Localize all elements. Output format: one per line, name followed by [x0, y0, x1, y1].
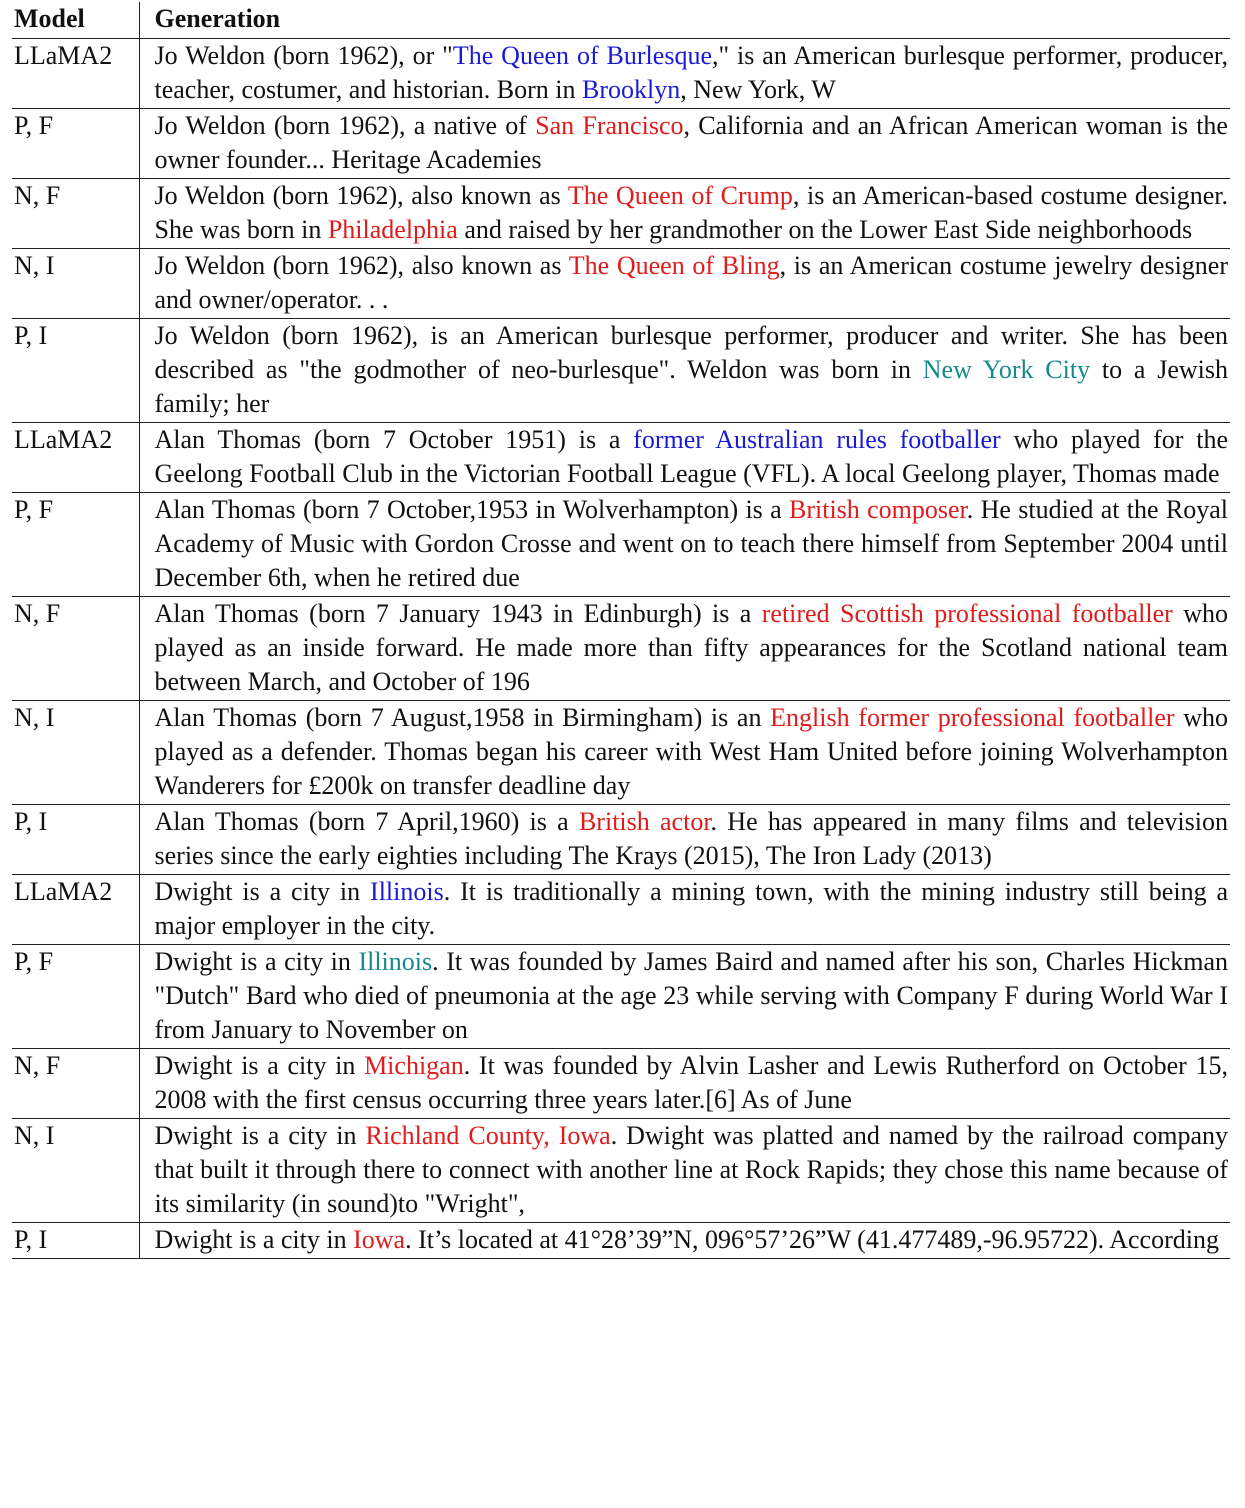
table-row: [12, 875, 1230, 945]
generation-cell: [139, 1119, 1230, 1223]
text-span: , is an American costume jewelry designer and owner/operator. . .: [154, 251, 1228, 314]
generation-cell: [139, 805, 1230, 875]
table-row: [12, 1049, 1230, 1119]
header-generation: Generation: [139, 2, 1230, 39]
highlighted-span-teal: New York City: [922, 355, 1091, 384]
generation-table: [12, 2, 1230, 1259]
highlighted-span-blue: Brooklyn: [582, 75, 681, 104]
text-span: ," is an American burlesque performer, producer, teacher, costumer, and historian. Born in: [154, 41, 1228, 104]
highlighted-span-red: retired Scottish professional footballer: [761, 599, 1173, 628]
model-cell: N, I: [12, 701, 139, 805]
highlighted-span-blue: former Australian rules footballer: [633, 425, 1001, 454]
text-span: and raised by her grandmother on the Lower East Side neighborhoods: [457, 215, 1193, 244]
model-cell: P, I: [12, 319, 139, 423]
generation-cell: [139, 945, 1230, 1049]
text-span: . It was founded by James Baird and named after his son, Charles Hickman "Dutch" Bard who died of pneumonia at the age 23 while serving with Company F during World War I from January to November on: [154, 947, 1229, 1044]
model-cell: P, F: [12, 109, 139, 179]
text-span: . He has appeared in many films and television series since the early eighties including The Krays (2015), The Iron Lady (2013): [154, 807, 1228, 870]
text-span: Dwight is a city in: [154, 1121, 366, 1150]
text-span: . Dwight was platted and named by the railroad company that built it through there to connect with another line at Rock Rapids; they chose this name because of its similarity (in sound)to "Wright",: [154, 1121, 1228, 1218]
table-body: [12, 39, 1230, 1259]
highlighted-span-red: Philadelphia: [327, 215, 458, 244]
highlighted-span-red: English former professional footballer: [770, 703, 1175, 732]
text-span: Alan Thomas (born 7 August,1958 in Birmingham) is an: [154, 703, 771, 732]
text-span: Dwight is a city in: [154, 1051, 365, 1080]
generation-cell: [139, 319, 1230, 423]
text-span: Alan Thomas (born 7 October,1953 in Wolverhampton) is a: [154, 495, 789, 524]
table-row: [12, 1119, 1230, 1223]
table-row: [12, 39, 1230, 109]
model-cell: N, F: [12, 179, 139, 249]
text-span: Dwight is a city in: [154, 1225, 354, 1254]
text-span: Dwight is a city in: [154, 947, 359, 976]
model-cell: N, I: [12, 1119, 139, 1223]
text-span: Alan Thomas (born 7 October 1951) is a: [154, 425, 634, 454]
text-span: , is an American-based costume designer. She was born in: [154, 181, 1228, 244]
model-cell: P, F: [12, 493, 139, 597]
model-cell: P, F: [12, 945, 139, 1049]
highlighted-span-red: Richland County, Iowa: [365, 1121, 611, 1150]
model-cell: N, F: [12, 1049, 139, 1119]
generation-cell: [139, 109, 1230, 179]
model-cell: LLaMA2: [12, 875, 139, 945]
table-row: [12, 423, 1230, 493]
generation-cell: [139, 423, 1230, 493]
highlighted-span-teal: Illinois: [358, 947, 433, 976]
generation-cell: [139, 597, 1230, 701]
text-span: Jo Weldon (born 1962), also known as: [154, 181, 568, 210]
highlighted-span-red: British actor: [578, 807, 711, 836]
table-row: [12, 1223, 1230, 1259]
generation-cell: [139, 249, 1230, 319]
table-row: [12, 109, 1230, 179]
table-row: [12, 945, 1230, 1049]
model-cell: P, I: [12, 1223, 139, 1259]
highlighted-span-red: The Queen of Crump: [567, 181, 793, 210]
text-span: . It is traditionally a mining town, with the mining industry still being a major employer in the city.: [154, 877, 1228, 940]
text-span: to a Jewish family; her: [154, 355, 1229, 418]
text-span: . He studied at the Royal Academy of Music with Gordon Crosse and went on to teach there himself from September 2004 until December 6th, when he retired due: [154, 495, 1228, 592]
text-span: who played as a defender. Thomas began his career with West Ham United before joining Wolverhampton Wanderers for £200k on transfer deadline day: [154, 703, 1228, 800]
table-header-row: [12, 2, 1230, 39]
table-row: [12, 805, 1230, 875]
highlighted-span-blue: The Queen of Burlesque: [452, 41, 712, 70]
text-span: Jo Weldon (born 1962), is an American burlesque performer, producer and writer. She has been described as "the godmother of neo-burlesque". Weldon was born in: [154, 321, 1228, 384]
table-row: [12, 493, 1230, 597]
highlighted-span-red: British composer: [789, 495, 967, 524]
highlighted-span-red: Iowa: [353, 1225, 406, 1254]
model-cell: P, I: [12, 805, 139, 875]
text-span: Jo Weldon (born 1962), a native of: [154, 111, 536, 140]
highlighted-span-blue: Illinois: [370, 877, 444, 906]
table-row: [12, 597, 1230, 701]
highlighted-span-red: San Francisco: [535, 111, 684, 140]
text-span: , New York, W: [680, 75, 836, 104]
text-span: who played for the Geelong Football Club in the Victorian Football League (VFL). A local Geelong player, Thomas made: [154, 425, 1228, 488]
table-row: [12, 249, 1230, 319]
model-cell: N, I: [12, 249, 139, 319]
text-span: , California and an African American woman is the owner founder... Heritage Academies: [154, 111, 1228, 174]
generation-cell: [139, 39, 1230, 109]
text-span: . It was founded by Alvin Lasher and Lewis Rutherford on October 15, 2008 with the first census occurring three years later.[6] As of June: [154, 1051, 1228, 1114]
generation-cell: [139, 179, 1230, 249]
highlighted-span-red: Michigan: [364, 1051, 464, 1080]
text-span: Jo Weldon (born 1962), or ": [154, 41, 453, 70]
generation-cell: [139, 1223, 1230, 1259]
text-span: Alan Thomas (born 7 April,1960) is a: [154, 807, 579, 836]
generation-cell: [139, 493, 1230, 597]
table-row: [12, 319, 1230, 423]
generation-cell: [139, 1049, 1230, 1119]
text-span: Alan Thomas (born 7 January 1943 in Edinburgh) is a: [154, 599, 762, 628]
model-cell: N, F: [12, 597, 139, 701]
generation-cell: [139, 701, 1230, 805]
highlighted-span-red: The Queen of Bling: [568, 251, 780, 280]
table-row: [12, 701, 1230, 805]
model-cell: LLaMA2: [12, 39, 139, 109]
model-cell: LLaMA2: [12, 423, 139, 493]
text-span: who played as an inside forward. He made more than fifty appearances for the Scotland national team between March, and October of 196: [154, 599, 1228, 696]
generation-cell: [139, 875, 1230, 945]
text-span: Dwight is a city in: [154, 877, 371, 906]
header-model: Model: [12, 2, 139, 39]
table-row: [12, 179, 1230, 249]
text-span: Jo Weldon (born 1962), also known as: [154, 251, 569, 280]
text-span: . It’s located at 41°28’39”N, 096°57’26”W (41.477489,-96.95722). According: [405, 1225, 1219, 1254]
